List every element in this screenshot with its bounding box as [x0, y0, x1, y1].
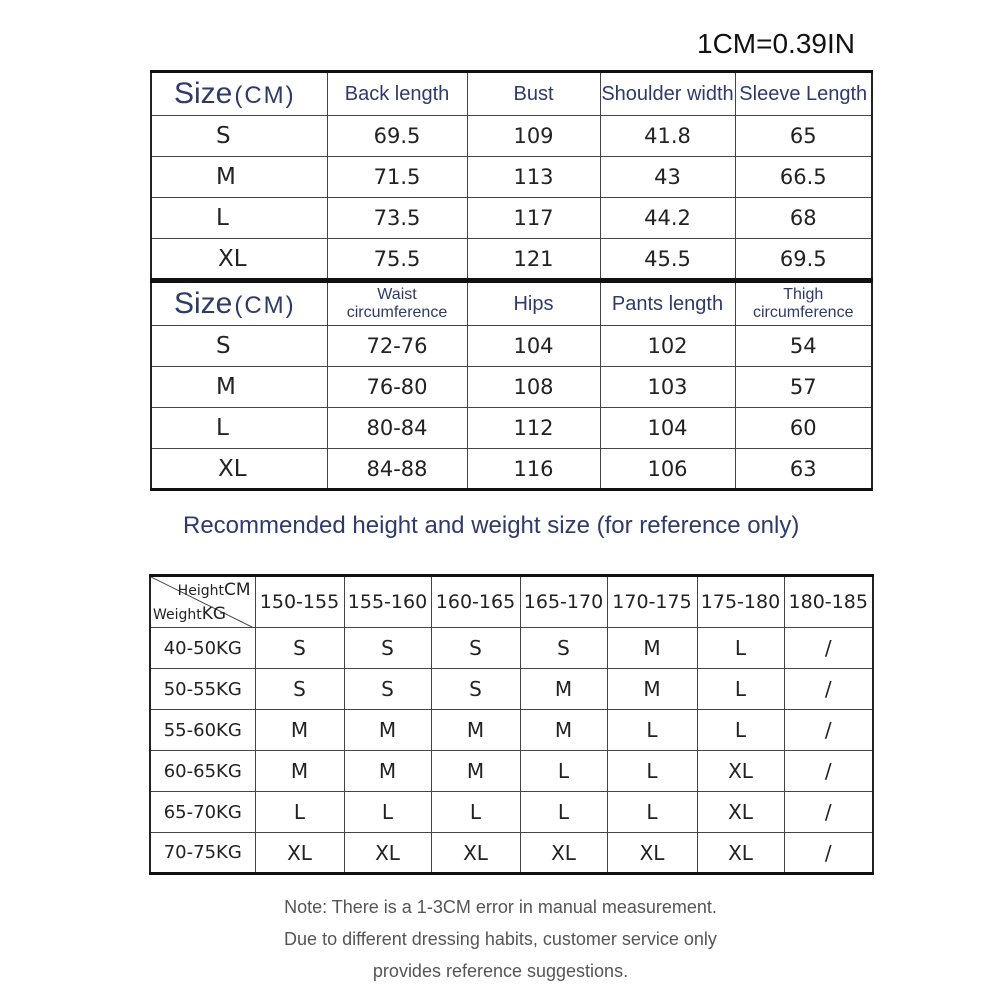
- size-cell: S: [344, 628, 431, 669]
- table-row: [151, 198, 872, 239]
- size-cell: XL: [431, 833, 520, 874]
- table-row: [151, 239, 872, 280]
- table-row: [150, 669, 873, 710]
- size-cell: M: [520, 710, 607, 751]
- value-cell: 75.5: [327, 239, 467, 280]
- weight-axis-label: WeightKG: [153, 604, 227, 624]
- size-cell: XL: [697, 792, 784, 833]
- size-cell: /: [784, 792, 873, 833]
- size-cell: XL: [607, 833, 697, 874]
- size-cell: XL: [520, 833, 607, 874]
- value-cell: 66.5: [735, 157, 872, 198]
- size-header: Size(CM): [151, 72, 327, 116]
- column-header: Back length: [327, 72, 467, 116]
- value-cell: 117: [467, 198, 600, 239]
- value-cell: 43: [600, 157, 735, 198]
- size-cell: L: [697, 710, 784, 751]
- size-cell: S: [255, 669, 344, 710]
- value-cell: 116: [467, 449, 600, 490]
- height-header: 155-160: [344, 576, 431, 628]
- size-cell: XL: [255, 833, 344, 874]
- size-cell: L: [697, 628, 784, 669]
- size-cell: L: [607, 751, 697, 792]
- garment-size-table: [150, 70, 873, 281]
- size-cell: S: [431, 669, 520, 710]
- table-row: [151, 408, 872, 449]
- table-row: [151, 116, 872, 157]
- size-cell: M: [607, 628, 697, 669]
- table-row: [150, 833, 873, 874]
- column-header: Sleeve Length: [735, 72, 872, 116]
- value-cell: 71.5: [327, 157, 467, 198]
- size-cell: XL: [697, 751, 784, 792]
- column-header: Bust: [467, 72, 600, 116]
- column-header: Hips: [467, 282, 600, 326]
- weight-cell: 50-55KG: [150, 669, 255, 710]
- value-cell: 80-84: [327, 408, 467, 449]
- column-header: Thigh circumference: [735, 282, 872, 326]
- table-row: [150, 792, 873, 833]
- size-cell: XL: [151, 449, 327, 490]
- size-cell: S: [151, 326, 327, 367]
- size-cell: L: [607, 792, 697, 833]
- size-cell: /: [784, 710, 873, 751]
- recommendation-title: Recommended height and weight size (for reference only): [183, 512, 800, 539]
- size-cell: M: [607, 669, 697, 710]
- column-header: Shoulder width: [600, 72, 735, 116]
- value-cell: 113: [467, 157, 600, 198]
- note-line: Note: There is a 1-3CM error in manual measurement.: [284, 897, 717, 917]
- size-cell: L: [697, 669, 784, 710]
- note-line: Due to different dressing habits, customer service only: [284, 929, 717, 949]
- value-cell: 69.5: [735, 239, 872, 280]
- size-cell: L: [255, 792, 344, 833]
- table-header-row: [151, 282, 872, 326]
- value-cell: 108: [467, 367, 600, 408]
- value-cell: 121: [467, 239, 600, 280]
- size-cell: M: [431, 710, 520, 751]
- table-row: [150, 628, 873, 669]
- table-row: [151, 449, 872, 490]
- size-cell: M: [255, 710, 344, 751]
- weight-cell: 55-60KG: [150, 710, 255, 751]
- value-cell: 106: [600, 449, 735, 490]
- value-cell: 73.5: [327, 198, 467, 239]
- value-cell: 112: [467, 408, 600, 449]
- table-row: [151, 367, 872, 408]
- table-row: [151, 157, 872, 198]
- table-row: [151, 326, 872, 367]
- size-cell: XL: [151, 239, 327, 280]
- size-cell: L: [520, 751, 607, 792]
- note-line: provides reference suggestions.: [372, 961, 629, 981]
- size-cell: M: [151, 367, 327, 408]
- value-cell: 103: [600, 367, 735, 408]
- weight-cell: 70-75KG: [150, 833, 255, 874]
- unit-conversion: 1CM=0.39IN: [697, 28, 855, 59]
- value-cell: 84-88: [327, 449, 467, 490]
- size-cell: XL: [344, 833, 431, 874]
- size-cell: /: [784, 669, 873, 710]
- pants-size-table: [150, 280, 873, 491]
- table-header-row: [151, 72, 872, 116]
- size-cell: M: [151, 157, 327, 198]
- size-cell: L: [520, 792, 607, 833]
- size-cell: S: [431, 628, 520, 669]
- size-cell: L: [151, 408, 327, 449]
- height-header: 165-170: [520, 576, 607, 628]
- value-cell: 69.5: [327, 116, 467, 157]
- size-cell: L: [431, 792, 520, 833]
- height-header: 160-165: [431, 576, 520, 628]
- weight-cell: 65-70KG: [150, 792, 255, 833]
- value-cell: 63: [735, 449, 872, 490]
- value-cell: 109: [467, 116, 600, 157]
- size-cell: /: [784, 833, 873, 874]
- size-cell: S: [520, 628, 607, 669]
- height-header: 150-155: [255, 576, 344, 628]
- value-cell: 68: [735, 198, 872, 239]
- size-cell: /: [784, 628, 873, 669]
- size-cell: L: [151, 198, 327, 239]
- value-cell: 102: [600, 326, 735, 367]
- size-cell: M: [344, 710, 431, 751]
- height-header: 170-175: [607, 576, 697, 628]
- column-header: Pants length: [600, 282, 735, 326]
- size-header: Size(CM): [151, 282, 327, 326]
- size-cell: /: [784, 751, 873, 792]
- size-cell: M: [255, 751, 344, 792]
- size-cell: M: [520, 669, 607, 710]
- corner-cell: [150, 576, 255, 628]
- weight-cell: 60-65KG: [150, 751, 255, 792]
- value-cell: 72-76: [327, 326, 467, 367]
- table-header-row: [150, 576, 873, 628]
- size-cell: M: [344, 751, 431, 792]
- value-cell: 41.8: [600, 116, 735, 157]
- height-axis-label: HeightCM: [177, 580, 251, 600]
- height-weight-table: [149, 574, 874, 875]
- value-cell: 104: [600, 408, 735, 449]
- value-cell: 76-80: [327, 367, 467, 408]
- weight-cell: 40-50KG: [150, 628, 255, 669]
- column-header: Waist circumference: [327, 282, 467, 326]
- value-cell: 45.5: [600, 239, 735, 280]
- size-cell: S: [344, 669, 431, 710]
- value-cell: 60: [735, 408, 872, 449]
- size-cell: S: [151, 116, 327, 157]
- value-cell: 54: [735, 326, 872, 367]
- value-cell: 104: [467, 326, 600, 367]
- size-cell: L: [344, 792, 431, 833]
- size-cell: M: [431, 751, 520, 792]
- size-cell: L: [607, 710, 697, 751]
- table-row: [150, 710, 873, 751]
- value-cell: 44.2: [600, 198, 735, 239]
- height-header: 175-180: [697, 576, 784, 628]
- height-header: 180-185: [784, 576, 873, 628]
- size-cell: S: [255, 628, 344, 669]
- size-cell: XL: [697, 833, 784, 874]
- value-cell: 57: [735, 367, 872, 408]
- table-row: [150, 751, 873, 792]
- value-cell: 65: [735, 116, 872, 157]
